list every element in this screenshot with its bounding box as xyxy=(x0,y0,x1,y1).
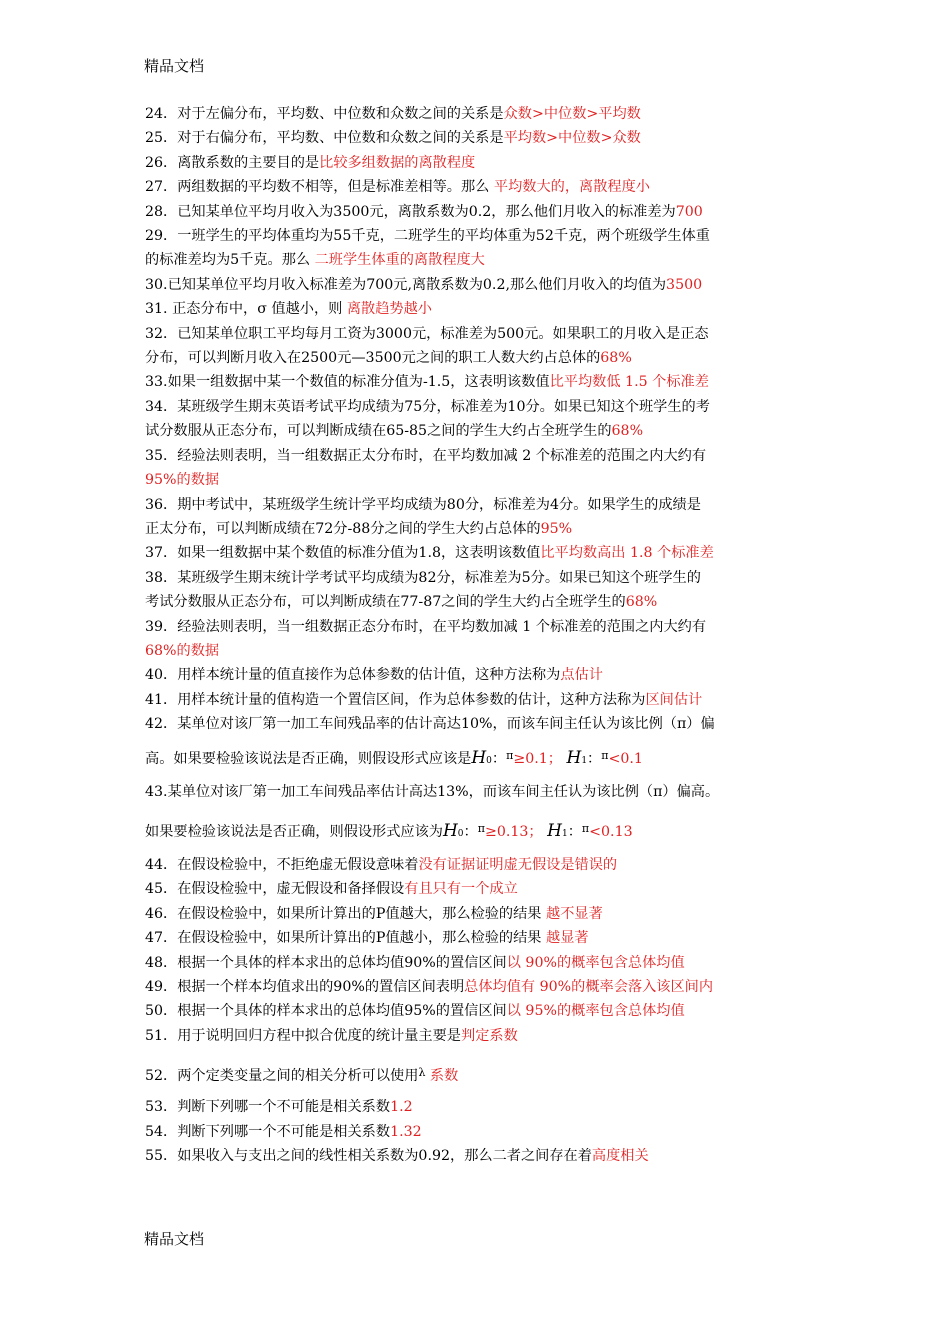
question-text: 35．经验法则表明，当一组数据正太分布时，在平均数加减 2 个标准差的范围之内大约有 xyxy=(145,447,707,464)
question-block-24-42 xyxy=(145,102,815,737)
question-line xyxy=(145,322,815,346)
question-text: 36．期中考试中，某班级学生统计学平均成绩为80分，标准差为4分。如果学生的成绩是 xyxy=(145,496,701,513)
question-line xyxy=(145,297,815,321)
question-line xyxy=(145,346,815,370)
question-line xyxy=(145,590,815,614)
question-line xyxy=(145,200,815,224)
question-line xyxy=(145,663,815,687)
question-line xyxy=(145,248,815,272)
question-text: 42．某单位对该厂第一加工车间残品率的估计高达10%，而该车间主任认为该比例（π）偏 xyxy=(145,716,715,733)
pi-symbol: π xyxy=(506,748,514,762)
answer-text: 离散趋势越小 xyxy=(346,301,432,318)
question-text: 考试分数服从正态分布，可以判断成绩在77-87之间的学生大约占全班学生的 xyxy=(145,594,626,611)
question-line xyxy=(145,688,815,712)
answer-text: 众数>中位数>平均数 xyxy=(503,106,641,122)
question-list xyxy=(145,102,815,1168)
question-line xyxy=(145,493,815,517)
question-text: 24．对于左偏分布，平均数、中位数和众数之间的关系是 xyxy=(145,106,504,122)
answer-text: 比较多组数据的离散程度 xyxy=(319,154,476,171)
question-text: 48．根据一个具体的样本求出的总体均值90%的置信区间 xyxy=(145,954,507,971)
answer-text: 68% xyxy=(611,423,644,440)
question-text: 40．用样本统计量的值直接作为总体参数的估计值，这种方法称为 xyxy=(145,667,561,684)
page-footer: 精品文档 xyxy=(144,1230,205,1248)
question-text: 47．在假设检验中，如果所计算出的P值越小，那么检验的结果 xyxy=(145,930,546,947)
question-52: 52．两个定类变量之间的相关分析可以使用$^\lambda$ 系数 xyxy=(145,1066,459,1085)
question-43-hypothesis: 如果要检验该说法是否正确，则假设形式应该为H0：$^\pi$≥0.13； H1：$^\pi$<0.13 xyxy=(145,820,633,841)
answer-text: 68% xyxy=(625,594,658,611)
question-text: 26．离散系数的主要目的是 xyxy=(145,154,320,171)
question-line xyxy=(145,224,815,248)
answer-text: 没有证据证明虚无假设是错误的 xyxy=(418,856,618,873)
question-block-53-55 xyxy=(145,1095,815,1168)
question-line xyxy=(145,877,815,901)
answer-text: 以 95%的概率包含总体均值 xyxy=(506,1003,685,1020)
question-line xyxy=(145,999,815,1023)
question-line xyxy=(145,370,815,394)
pi-symbol: π xyxy=(581,821,590,835)
pi-symbol: π xyxy=(601,748,609,762)
question-line xyxy=(145,1024,815,1048)
question-text: 50．根据一个具体的样本求出的总体均值95%的置信区间 xyxy=(145,1003,507,1020)
question-line xyxy=(145,951,815,975)
question-line xyxy=(145,902,815,926)
h0-symbol: H xyxy=(471,747,487,768)
question-text: 49．根据一个样本均值求出的90%的置信区间表明 xyxy=(145,979,465,995)
question-line xyxy=(145,566,815,590)
question-text: 53．判断下列哪一个不可能是相关系数 xyxy=(145,1099,391,1116)
question-line xyxy=(145,395,815,419)
question-line xyxy=(145,975,815,999)
question-text: 正太分布，可以判断成绩在72分-88分之间的学生大约占总体的 xyxy=(145,520,541,537)
question-43: 43.某单位对该厂第一加工车间残品率估计高达13%，而该车间主任认为该比例（π）偏高。 xyxy=(145,783,720,800)
question-text: 51．用于说明回归方程中拟合优度的统计量主要是 xyxy=(145,1027,461,1044)
question-block-44-51 xyxy=(145,853,815,1048)
question-line xyxy=(145,541,815,565)
question-line xyxy=(145,273,815,297)
question-text: 55．如果收入与支出之间的线性相关系数为0.92，那么二者之间存在着 xyxy=(145,1148,592,1165)
question-line xyxy=(145,926,815,950)
lambda-symbol: λ xyxy=(418,1066,426,1080)
question-line xyxy=(145,175,815,199)
question-line xyxy=(145,615,815,639)
question-line xyxy=(145,1095,815,1119)
h1-symbol: H xyxy=(566,747,582,768)
answer-text: 以 90%的概率包含总体均值 xyxy=(506,954,685,971)
question-text: 32．已知某单位职工平均每月工资为3000元，标准差为500元。如果职工的月收入是正态 xyxy=(145,325,709,342)
question-text: 的标准差均为5千克。那么 xyxy=(145,252,315,269)
answer-text: 95%的数据 xyxy=(145,472,220,489)
question-line xyxy=(145,712,815,736)
question-line xyxy=(145,639,815,663)
question-line xyxy=(145,468,815,492)
question-line xyxy=(145,1144,815,1168)
answer-text: 高度相关 xyxy=(591,1148,649,1165)
question-line xyxy=(145,102,815,126)
answer-text: 判定系数 xyxy=(461,1027,518,1044)
question-text: 45．在假设检验中，虚无假设和备择假设 xyxy=(145,881,405,898)
answer-text: 95% xyxy=(540,520,573,537)
question-text: 分布，可以判断月收入在2500元—3500元之间的职工人数大约占总体的 xyxy=(145,350,601,367)
answer-text: 越不显著 xyxy=(546,905,603,922)
question-line xyxy=(145,517,815,541)
question-text: 44．在假设检验中，不拒绝虚无假设意味着 xyxy=(145,856,419,873)
answer-text: 68%的数据 xyxy=(145,642,220,659)
answer-text: 越显著 xyxy=(546,930,589,947)
question-text: 25．对于右偏分布，平均数、中位数和众数之间的关系是 xyxy=(145,130,504,147)
question-42-hypothesis: 高。如果要检验该说法是否正确，则假设形式应该是H0：$^\pi$≥0.1； H1：$^\pi$<0.1 xyxy=(145,747,643,768)
answer-text: 总体均值有 90%的概率会落入该区间内 xyxy=(464,979,714,995)
question-text: 33.如果一组数据中某一个数值的标准分值为-1.5，这表明该数值 xyxy=(145,374,550,391)
answer-text: 1.32 xyxy=(390,1123,422,1140)
answer-text: 区间估计 xyxy=(645,691,703,708)
answer-text: 比平均数低 1.5 个标准差 xyxy=(549,374,709,391)
question-text: 30.已知某单位平均月收入标准差为700元,离散系数为0.2,那么他们月收入的均值为 xyxy=(145,276,667,293)
question-text: 29．一班学生的平均体重均为55千克，二班学生的平均体重为52千克，两个班级学生体重 xyxy=(145,228,710,245)
h1-symbol: H xyxy=(547,820,562,841)
question-text: 34．某班级学生期末英语考试平均成绩为75分，标准差为10分。如果已知这个班学生的考 xyxy=(145,398,710,415)
question-text: 试分数服从正态分布，可以判断成绩在65-85之间的学生大约占全班学生的 xyxy=(145,423,612,440)
question-line xyxy=(145,151,815,175)
question-text: 38．某班级学生期末统计学考试平均成绩为82分，标准差为5分。如果已知这个班学生的 xyxy=(145,569,701,586)
answer-text: 有且只有一个成立 xyxy=(404,881,518,898)
question-text: 27．两组数据的平均数不相等，但是标准差相等。那么 xyxy=(145,179,494,196)
answer-text: 1.2 xyxy=(390,1099,413,1116)
question-line xyxy=(145,1120,815,1144)
h0-symbol: H xyxy=(442,820,458,841)
question-text: 39．经验法则表明，当一组数据正态分布时，在平均数加减 1 个标准差的范围之内大约有 xyxy=(145,618,707,635)
answer-text: 平均数>中位数>众数 xyxy=(503,130,641,147)
question-line xyxy=(145,419,815,443)
answer-text: 二班学生体重的离散程度大 xyxy=(314,252,485,269)
answer-text: 3500 xyxy=(666,276,703,293)
question-text: 54．判断下列哪一个不可能是相关系数 xyxy=(145,1123,391,1140)
question-text: 28．已知某单位平均月收入为3500元，离散系数为0.2，那么他们月收入的标准差为 xyxy=(145,203,676,220)
answer-text: 点估计 xyxy=(560,667,603,684)
question-text: 41．用样本统计量的值构造一个置信区间，作为总体参数的估计，这种方法称为 xyxy=(145,691,646,708)
page-header: 精品文档 xyxy=(144,57,205,75)
question-line xyxy=(145,853,815,877)
answer-text: 平均数大的，离散程度小 xyxy=(493,179,650,196)
answer-text: 68% xyxy=(600,350,632,367)
question-text: 46．在假设检验中，如果所计算出的P值越大，那么检验的结果 xyxy=(145,905,546,922)
answer-text: 700 xyxy=(675,203,703,220)
question-line xyxy=(145,444,815,468)
question-text: 37．如果一组数据中某个数值的标准分值为1.8，这表明该数值 xyxy=(145,545,541,562)
question-line xyxy=(145,126,815,150)
question-text: 31. 正态分布中，σ 值越小，则 xyxy=(145,301,347,318)
pi-symbol: π xyxy=(477,821,485,835)
answer-text: 比平均数高出 1.8 个标准差 xyxy=(540,545,714,562)
